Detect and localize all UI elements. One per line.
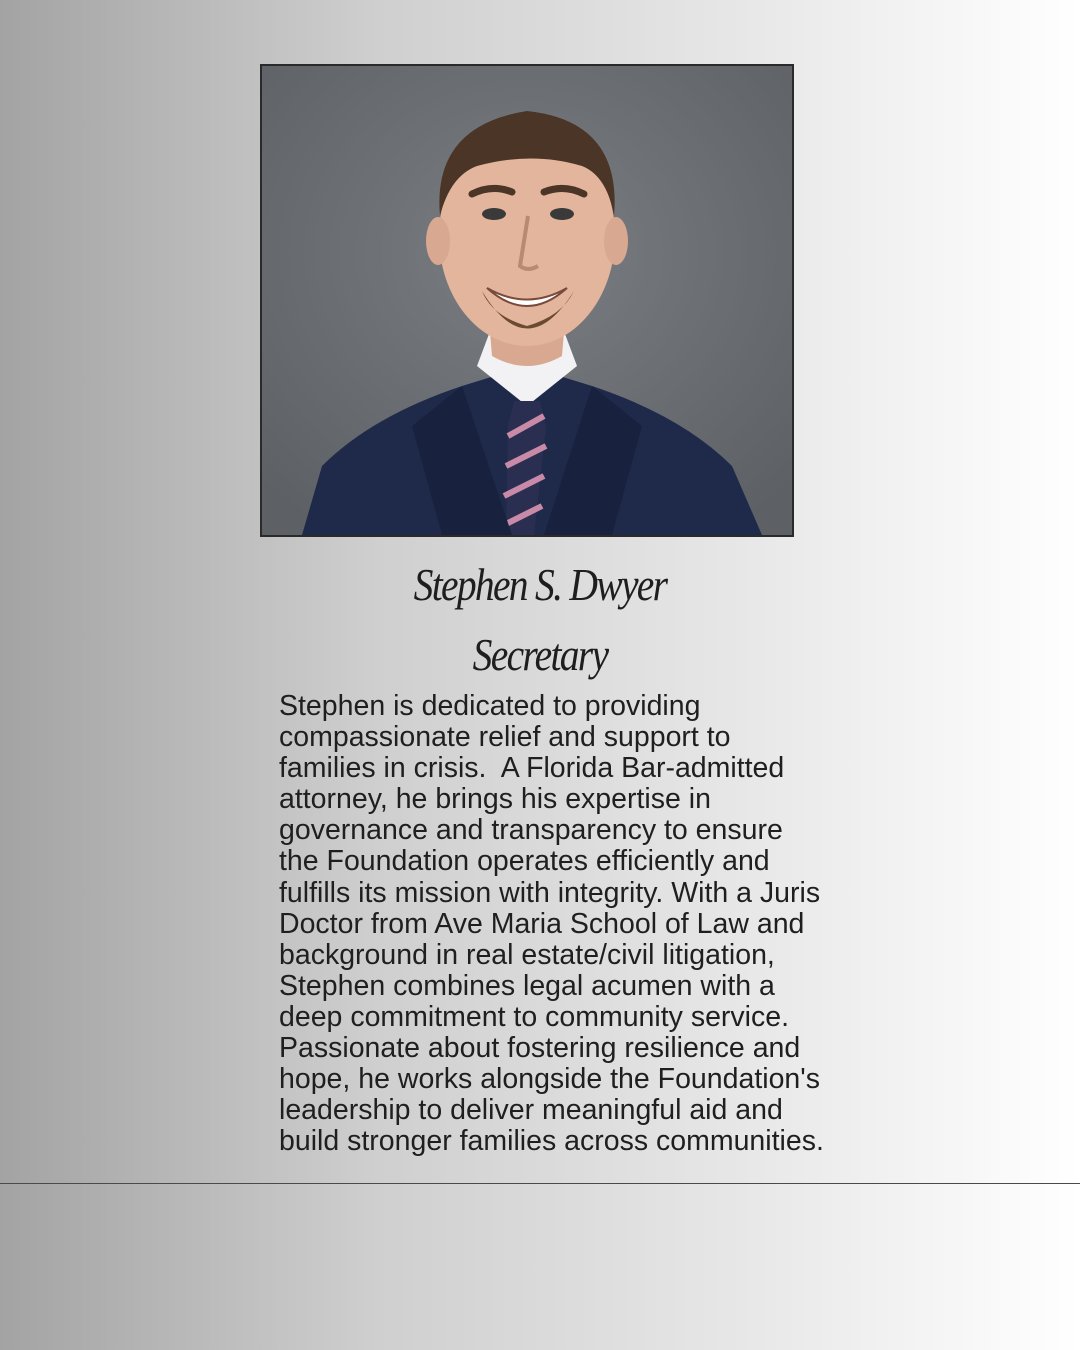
bio-line: deep commitment to community service. [279,1000,790,1033]
horizontal-divider [0,1183,1080,1184]
bio-line: attorney, he brings his expertise in [279,783,711,816]
bio-paragraph [279,691,869,1157]
person-name: Stephen S. Dwyer [413,559,667,610]
bio-line: Stephen combines legal acumen with a [279,969,775,1002]
bio-line: governance and transparency to ensure [279,814,783,847]
bio-line: hope, he works alongside the Foundation's [279,1063,820,1096]
bio-line: families in crisis. A Florida Bar-admitted [279,752,785,785]
bio-line: Passionate about fostering resilience and [279,1032,801,1065]
bio-line: Stephen is dedicated to providing [279,690,701,722]
portrait-illustration [262,66,792,535]
bio-line: the Foundation operates efficiently and [279,845,770,878]
bio-line: background in real estate/civil litigation, [279,938,775,971]
bio-line: leadership to deliver meaningful aid and [279,1094,783,1127]
bio-line: build stronger families across communities. [279,1125,824,1158]
bio-line: compassionate relief and support to [279,721,731,754]
person-role: Secretary [472,629,608,680]
bio-line: fulfills its mission with integrity. With a Juris [279,876,821,909]
profile-photo [260,64,794,537]
bio-line: Doctor from Ave Maria School of Law and [279,907,805,940]
